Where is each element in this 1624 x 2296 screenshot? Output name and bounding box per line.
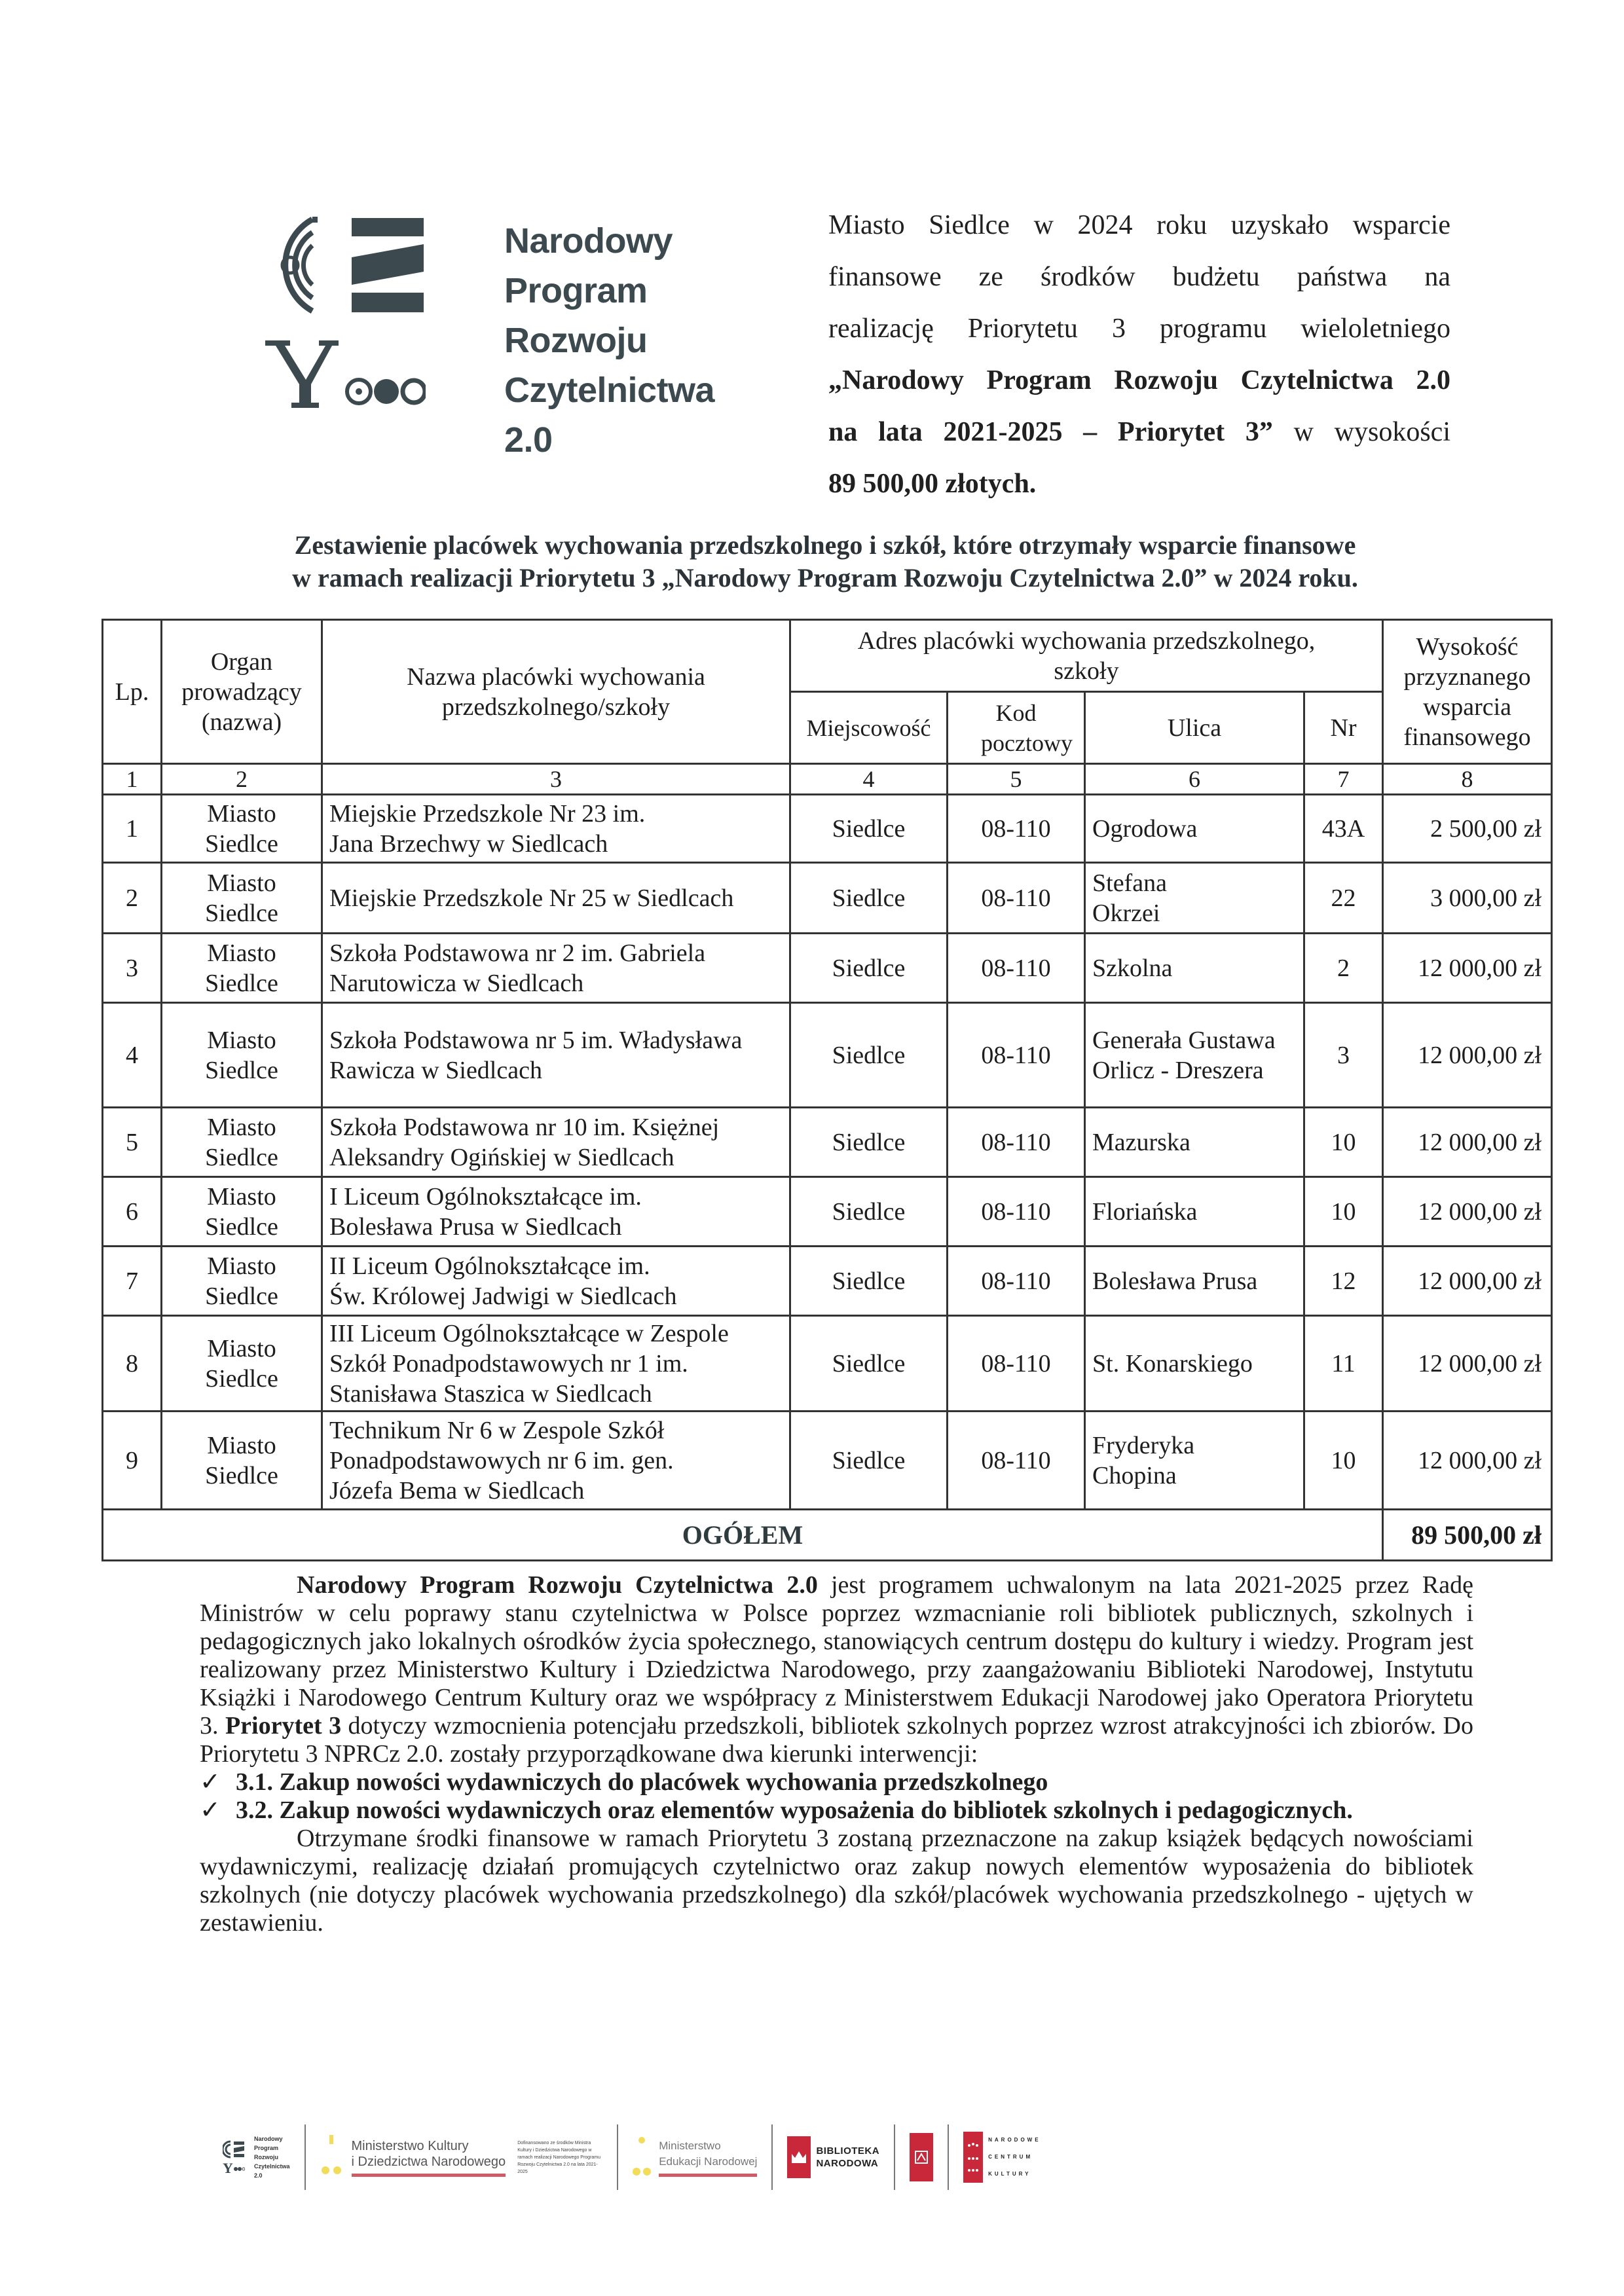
header-ulica: Ulica xyxy=(1085,692,1304,764)
footer-men-logo xyxy=(633,2121,757,2193)
cell-lp: 2 xyxy=(103,863,162,934)
cell-organ xyxy=(162,1316,322,1412)
cell-ulica: Mazurska xyxy=(1085,1108,1304,1177)
nck-line: CENTRUM xyxy=(988,2154,1033,2160)
cell-nr: 22 xyxy=(1304,863,1383,934)
cell-nazwa: Miejskie Przedszkole Nr 25 w Siedlcach xyxy=(322,863,790,934)
footer-nprcz-logo xyxy=(223,2121,290,2193)
mkidn-line: i Dziedzictwa Narodowego xyxy=(351,2154,506,2169)
cell-organ-text: Miasto Siedlce xyxy=(205,799,278,858)
eagle-emblem-icon xyxy=(320,2131,344,2183)
footer-nprcz-line: 2.0 xyxy=(254,2172,263,2179)
table-row xyxy=(103,1247,1552,1316)
cell-miejscowosc: Siedlce xyxy=(790,1247,948,1316)
footer-bn-logo xyxy=(787,2121,879,2193)
cell-kod: 08-110 xyxy=(948,1108,1085,1177)
total-amount: 89 500,00 złotych. xyxy=(828,469,1037,499)
cell-kwota: 12 000,00 zł xyxy=(1383,1316,1552,1412)
description-paragraph: Otrzymane środki finansowe w ramach Priorytetu 3 zostaną przeznaczone na zakup książek będących nowościami wydawniczymi, realizację działań promujących czytelnictwo oraz zakup nowych elementów wyposażenia do bibliotek szkolnych (nie dotyczy placówek wychowania przedszkolnego) dla szkół/placówek wychowania przedszkolnego - ujętych w zestawieniu. xyxy=(200,1825,1473,1937)
header-nazwa-text: Nazwa placówki wychowania przedszkolnego/szkoły xyxy=(407,663,705,721)
cell-miejscowosc: Siedlce xyxy=(790,1003,948,1108)
table-row xyxy=(103,934,1552,1003)
description-paragraph xyxy=(200,1571,1473,1768)
header-nr: Nr xyxy=(1304,692,1383,764)
cell-nazwa-text: Szkoła Podstawowa nr 2 im. Gabriela Narutowicza w Siedlcach xyxy=(329,939,706,997)
column-number-row xyxy=(103,764,1552,795)
header-nazwa xyxy=(322,620,790,764)
cell-kod: 08-110 xyxy=(948,1412,1085,1510)
cell-nazwa-text: II Liceum Ogólnokształcące im. Św. Królowej Jadwigi w Siedlcach xyxy=(329,1252,677,1310)
header-miejscowosc: Miejscowość xyxy=(790,692,948,764)
cell-ulica: Ogrodowa xyxy=(1085,795,1304,863)
table-row xyxy=(103,1316,1552,1412)
program-years: na lata 2021-2025 – Priorytet 3” xyxy=(828,417,1273,447)
cell-organ xyxy=(162,1247,322,1316)
intervention-text: 3.2. Zakup nowości wydawniczych oraz elementów wyposażenia do bibliotek szkolnych i pedagogicznych. xyxy=(236,1796,1353,1824)
cell-kod: 08-110 xyxy=(948,1177,1085,1247)
cell-kwota: 12 000,00 zł xyxy=(1383,1108,1552,1177)
cell-lp: 9 xyxy=(103,1412,162,1510)
cell-nazwa: Szkoła Podstawowa nr 10 im. Księżnej Aleksandry Ogińskiej w Siedlcach xyxy=(322,1108,790,1177)
nprcz-logo-wordmark xyxy=(504,216,779,465)
intervention-item xyxy=(200,1796,1473,1825)
cell-kod: 08-110 xyxy=(948,934,1085,1003)
footer-nprcz-line: Czytelnictwa xyxy=(254,2163,290,2170)
intro-line xyxy=(828,355,1450,407)
table-row xyxy=(103,1412,1552,1510)
men-line: Edukacji Narodowej xyxy=(659,2155,758,2168)
eagle-emblem-icon xyxy=(633,2131,652,2183)
table-row xyxy=(103,863,1552,934)
header-wysokosc: Wysokość przyznanego wsparcia finansowego xyxy=(1383,620,1552,764)
cell-lp: 1 xyxy=(103,795,162,863)
cell-organ xyxy=(162,1412,322,1510)
cell-miejscowosc: Siedlce xyxy=(790,863,948,934)
svg-text:Y: Y xyxy=(223,2160,233,2174)
col-num: 7 xyxy=(1304,764,1383,795)
cell-miejscowosc: Siedlce xyxy=(790,1177,948,1247)
nprcz-mini-icon xyxy=(223,2140,245,2174)
cell-nr: 10 xyxy=(1304,1412,1383,1510)
cell-ulica: St. Konarskiego xyxy=(1085,1316,1304,1412)
footer-divider xyxy=(617,2124,618,2190)
bn-line: NARODOWA xyxy=(816,2158,879,2169)
cell-organ xyxy=(162,795,322,863)
col-num: 3 xyxy=(322,764,790,795)
cell-nazwa xyxy=(322,795,790,863)
cell-lp: 3 xyxy=(103,934,162,1003)
cell-nr: 2 xyxy=(1304,934,1383,1003)
footer-nprcz-line: Narodowy xyxy=(254,2136,283,2142)
men-line: Ministerstwo xyxy=(659,2139,721,2152)
cell-organ xyxy=(162,863,322,934)
cell-kwota: 12 000,00 zł xyxy=(1383,1177,1552,1247)
cell-nazwa-text: Miejskie Przedszkole Nr 23 im. Jana Brzechwy w Siedlcach xyxy=(329,799,646,858)
cell-miejscowosc: Siedlce xyxy=(790,795,948,863)
cell-kod: 08-110 xyxy=(948,1316,1085,1412)
intervention-text: 3.1. Zakup nowości wydawniczych do placówek wychowania przedszkolnego xyxy=(236,1768,1048,1796)
intro-line: Miasto Siedlce w 2024 roku uzyskało wsparcie xyxy=(828,210,1450,240)
header-kod xyxy=(948,692,1085,764)
cell-organ-text: Miasto Siedlce xyxy=(205,1252,278,1310)
title-line: Zestawienie placówek wychowania przedszkolnego i szkół, które otrzymały wsparcie finansowe xyxy=(294,530,1356,560)
cell-lp: 5 xyxy=(103,1108,162,1177)
cell-kod: 08-110 xyxy=(948,795,1085,863)
footer-divider xyxy=(894,2124,895,2190)
total-label: OGÓŁEM xyxy=(103,1510,1383,1561)
logo-line: Czytelnictwa xyxy=(504,371,715,410)
table-row xyxy=(103,795,1552,863)
page-title xyxy=(98,529,1552,594)
footer-nprcz-line: Program xyxy=(254,2145,279,2151)
program-name-bold: Narodowy Program Rozwoju Czytelnictwa 2.0 xyxy=(297,1571,818,1599)
cell-kwota: 3 000,00 zł xyxy=(1383,863,1552,934)
cell-miejscowosc: Siedlce xyxy=(790,1316,948,1412)
col-num: 4 xyxy=(790,764,948,795)
total-row xyxy=(103,1510,1552,1561)
cell-kod: 08-110 xyxy=(948,1003,1085,1108)
col-num: 8 xyxy=(1383,764,1552,795)
cell-ulica: Bolesława Prusa xyxy=(1085,1247,1304,1316)
cell-miejscowosc: Siedlce xyxy=(790,1412,948,1510)
cell-organ-text: Miasto Siedlce xyxy=(205,1431,278,1489)
logo-line: 2.0 xyxy=(504,420,553,460)
cell-kod: 08-110 xyxy=(948,863,1085,934)
description-text: jest programem uchwalonym na lata 2021-2025 przez Radę Ministrów w celu poprawy stanu czytelnictwa w Polsce poprzez wzmacnianie roli bibliotek publicznych, szkolnych i pedagogicznych jako lokalnych ośrodków życia społecznego, stanowiących centrum dostępu do kultury i wiedzy. Program jest realizowany przez Ministerstwo Kultury i Dziedzictwa Narodowego, przy zaangażowaniu Biblioteki Narodowej, Instytutu Książki i Narodowego Centrum Kultury oraz we współpracy z Ministerstwem Edukacji Narodowej jako Operatora Priorytetu 3. xyxy=(200,1571,1473,1740)
book-institute-icon xyxy=(910,2133,933,2181)
cell-nr: 12 xyxy=(1304,1247,1383,1316)
total-value: 89 500,00 zł xyxy=(1383,1510,1552,1561)
cell-nr: 10 xyxy=(1304,1177,1383,1247)
table-row xyxy=(103,1108,1552,1177)
logo-line: Program xyxy=(504,271,648,310)
cell-organ-text: Miasto Siedlce xyxy=(205,1334,278,1393)
intro-line xyxy=(828,458,1450,510)
logo-line: Narodowy xyxy=(504,221,673,261)
intro-line: realizację Priorytetu 3 programu wieloletniego xyxy=(828,314,1450,344)
cell-nr: 10 xyxy=(1304,1108,1383,1177)
footer-nck-logo xyxy=(963,2121,1041,2193)
cell-nazwa-text: I Liceum Ogólnokształcące im. Bolesława Prusa w Siedlcach xyxy=(329,1182,642,1241)
cell-nazwa xyxy=(322,1316,790,1412)
cell-nazwa xyxy=(322,1412,790,1510)
cell-miejscowosc: Siedlce xyxy=(790,1108,948,1177)
cell-organ-text: Miasto Siedlce xyxy=(205,939,278,997)
header-lp: Lp. xyxy=(103,620,162,764)
cell-nr: 11 xyxy=(1304,1316,1383,1412)
cell-organ xyxy=(162,1108,322,1177)
cell-nazwa xyxy=(322,1177,790,1247)
footer-nprcz-line: Rozwoju xyxy=(254,2154,278,2160)
table-row xyxy=(103,1177,1552,1247)
col-num: 5 xyxy=(948,764,1085,795)
footer-instytut-ksiazki-logo xyxy=(910,2121,933,2193)
cell-ulica: Generała Gustawa Orlicz - Dreszera xyxy=(1085,1003,1304,1108)
cell-organ-text: Miasto Siedlce xyxy=(205,1182,278,1241)
cell-nazwa xyxy=(322,1003,790,1108)
cell-lp: 7 xyxy=(103,1247,162,1316)
cell-nr: 3 xyxy=(1304,1003,1383,1108)
cell-ulica-text: Stefana Okrzei xyxy=(1092,869,1167,927)
cell-ulica xyxy=(1085,863,1304,934)
cofinancing-note: Dofinansowano ze środków Ministra Kultury i Dziedzictwa Narodowego w ramach realizacji Narodowego Programu Rozwoju Czytelnictwa 2.0 na lata 2021-2025 xyxy=(517,2140,601,2174)
nprcz-logo-icon xyxy=(252,213,426,409)
title-line: w ramach realizacji Priorytetu 3 „Narodowy Program Rozwoju Czytelnictwa 2.0” w 2024 roku. xyxy=(292,563,1358,592)
cell-ulica-text: Fryderyka Chopina xyxy=(1092,1431,1195,1489)
footer-divider xyxy=(948,2124,949,2190)
cell-nazwa xyxy=(322,934,790,1003)
men-underbar xyxy=(659,2174,757,2177)
cell-kwota: 2 500,00 zł xyxy=(1383,795,1552,863)
cell-nazwa-text: III Liceum Ogólnokształcące w Zespole Szkół Ponadpodstawowych nr 1 im. Stanisława Staszica w Siedlcach xyxy=(329,1319,729,1408)
cell-miejscowosc: Siedlce xyxy=(790,934,948,1003)
cell-nazwa xyxy=(322,1247,790,1316)
col-num: 6 xyxy=(1085,764,1304,795)
header-adres-group xyxy=(790,620,1383,692)
cell-nazwa-text: Szkoła Podstawowa nr 5 im. Władysława Rawicza w Siedlcach xyxy=(329,1026,743,1084)
footer-logos xyxy=(223,2115,1506,2200)
cell-organ-text: Miasto Siedlce xyxy=(205,1026,278,1084)
nck-line: KULTURY xyxy=(988,2171,1031,2177)
logo-line: Rozwoju xyxy=(504,321,648,360)
funding-table xyxy=(101,619,1553,1561)
nck-line: NARODOWE xyxy=(988,2137,1041,2143)
priority-bold: Priorytet 3 xyxy=(225,1712,342,1740)
cell-ulica xyxy=(1085,1412,1304,1510)
table-row xyxy=(103,1003,1552,1108)
cell-lp: 8 xyxy=(103,1316,162,1412)
footer-divider xyxy=(771,2124,773,2190)
header-adres-text: Adres placówki wychowania przedszkolnego, szkoły xyxy=(857,627,1316,685)
cell-organ xyxy=(162,1003,322,1108)
mkidn-line: Ministerstwo Kultury xyxy=(351,2138,469,2153)
checkmark-icon: ✓ xyxy=(200,1768,221,1796)
mkidn-underbar xyxy=(352,2174,506,2177)
cell-organ xyxy=(162,934,322,1003)
cell-lp: 4 xyxy=(103,1003,162,1108)
cell-nazwa-text: Technikum Nr 6 w Zespole Szkół Ponadpodstawowych nr 6 im. gen. Józefa Bema w Siedlcach xyxy=(329,1416,674,1504)
cell-ulica: Floriańska xyxy=(1085,1177,1304,1247)
intro-text: w wysokości xyxy=(1272,417,1450,447)
program-description xyxy=(200,1571,1473,1937)
footer-mkidn-logo xyxy=(320,2121,603,2193)
cell-kwota: 12 000,00 zł xyxy=(1383,1412,1552,1510)
intro-line: finansowe ze środków budżetu państwa na xyxy=(828,262,1450,292)
cell-ulica: Szkolna xyxy=(1085,934,1304,1003)
cell-kwota: 12 000,00 zł xyxy=(1383,934,1552,1003)
cell-organ-text: Miasto Siedlce xyxy=(205,869,278,927)
cell-kod: 08-110 xyxy=(948,1247,1085,1316)
col-num: 2 xyxy=(162,764,322,795)
cell-kwota: 12 000,00 zł xyxy=(1383,1003,1552,1108)
description-text: dotyczy wzmocnienia potencjału przedszkoli, bibliotek szkolnych poprzez wzrost atrakcyjności ich zbiorów. Do Priorytetu 3 NPRCz 2.0. zostały przyporządkowane dwa kierunki interwencji: xyxy=(200,1712,1473,1768)
checkmark-icon: ✓ xyxy=(200,1796,221,1824)
cell-organ-text: Miasto Siedlce xyxy=(205,1113,278,1171)
cell-organ xyxy=(162,1177,322,1247)
cell-kwota: 12 000,00 zł xyxy=(1383,1247,1552,1316)
cell-lp: 6 xyxy=(103,1177,162,1247)
program-name: „Narodowy Program Rozwoju Czytelnictwa 2.0 xyxy=(828,365,1450,395)
bn-line: BIBLIOTEKA xyxy=(816,2145,880,2157)
col-num: 1 xyxy=(103,764,162,795)
crown-icon xyxy=(787,2136,811,2178)
intervention-item xyxy=(200,1768,1473,1796)
funding-intro-paragraph xyxy=(828,200,1450,510)
nck-crown-icon xyxy=(963,2132,983,2183)
footer-divider xyxy=(304,2124,306,2190)
header-organ: Organ prowadzący (nazwa) xyxy=(162,620,322,764)
cell-nr: 43A xyxy=(1304,795,1383,863)
header-kod-text: Kod pocztowy xyxy=(981,699,1073,756)
intro-line xyxy=(828,407,1450,458)
